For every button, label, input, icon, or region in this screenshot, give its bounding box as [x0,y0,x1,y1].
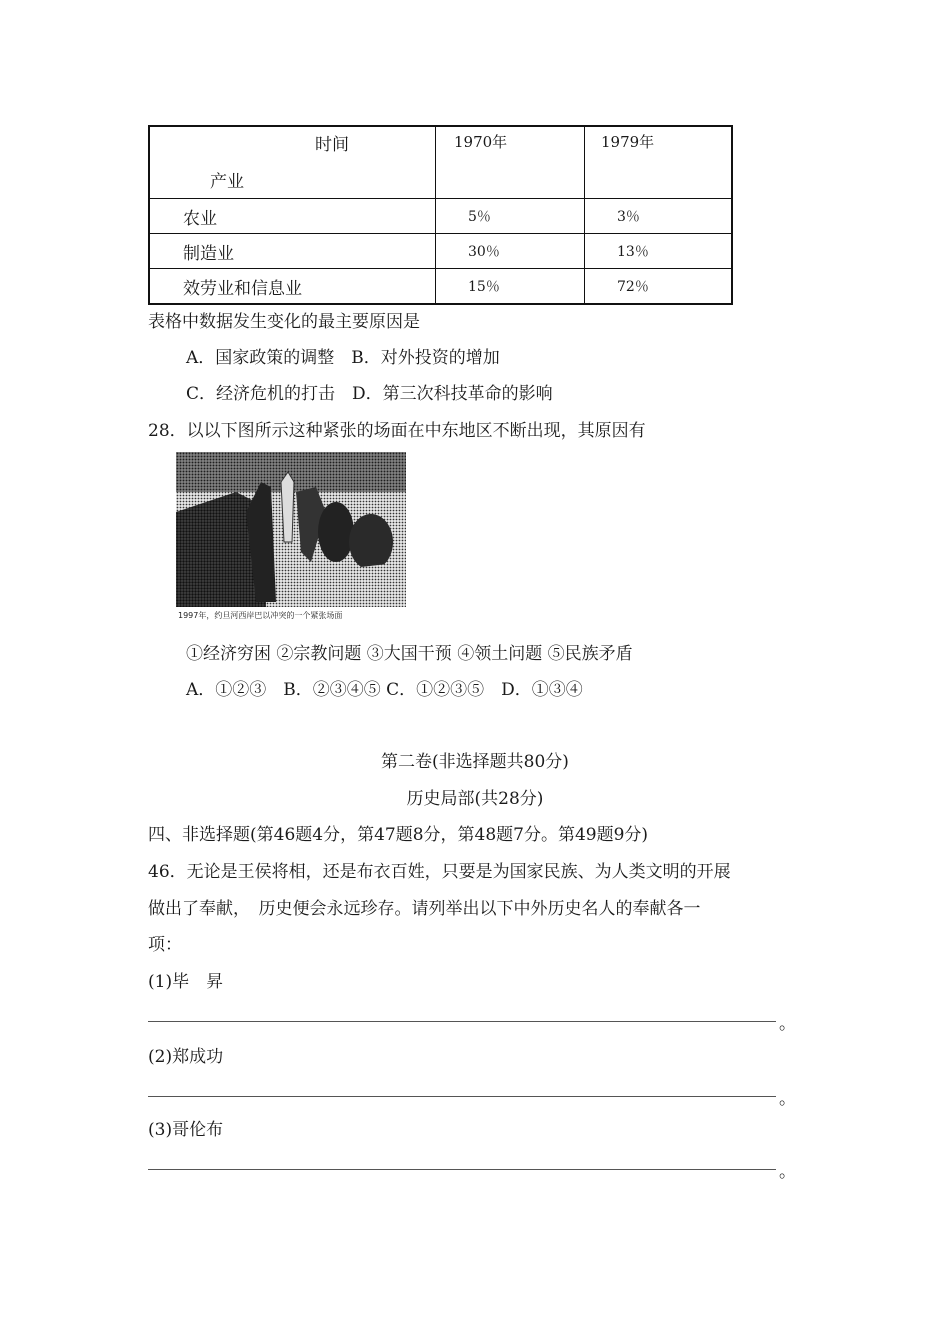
q27-options-ab: A．国家政策的调整 B．对外投资的增加 [186,348,500,368]
header-year-1970: 1970年 [436,126,585,199]
answer-line-2[interactable] [148,1096,776,1097]
table-row [149,199,732,234]
section-subtitle: 历史局部(共28分) [406,789,544,809]
section-title: 第二卷(非选择题共80分) [381,752,569,772]
answer-end-mark: 。 [779,1162,796,1182]
answer-line-3[interactable] [148,1169,776,1170]
table-header-corner [149,126,436,199]
cell-value: 13％ [585,234,733,269]
photo-caption: 1997年，约旦河西岸巴以冲突的一个紧张场面 [178,611,343,620]
answer-line-1[interactable] [148,1021,776,1022]
q46-sub3-label: (3)哥伦布 [148,1120,224,1140]
answer-end-mark: 。 [779,1089,796,1109]
cell-value: 3％ [585,199,733,234]
cell-value: 5％ [436,199,585,234]
cell-value: 72％ [585,269,733,305]
q28-options: A．①②③ B．②③④⑤ C．①②③⑤ D．①③④ [186,680,583,700]
q46-sub1-label: (1)毕 昇 [148,972,224,992]
photo-image [176,452,406,622]
conflict-photo [176,452,406,622]
section-instructions: 四、非选择题(第46题4分，第47题8分，第48题7分。第49题9分) [148,825,649,845]
q46-stem-line1: 46．无论是王侯将相，还是布衣百姓，只要是为国家民族、为人类文明的开展 [148,862,731,882]
q46-stem-line3: 项： [148,935,182,955]
q27-options-cd: C．经济危机的打击 D．第三次科技革命的影响 [186,384,553,404]
row-label: 效劳业和信息业 [149,269,436,305]
q28-items: ①经济穷困 ②宗教问题 ③大国干预 ④领土问题 ⑤民族矛盾 [186,644,633,664]
answer-end-mark: 。 [779,1014,796,1034]
header-year-1979: 1979年 [585,126,733,199]
q27-stem: 表格中数据发生变化的最主要原因是 [148,312,420,332]
header-industry: 产业 [210,172,244,192]
q28-stem: 28．以以下图所示这种紧张的场面在中东地区不断出现，其原因有 [148,421,646,441]
row-label: 农业 [149,199,436,234]
header-time: 时间 [315,135,349,155]
cell-value: 15％ [436,269,585,305]
table-row [149,234,732,269]
industry-table [148,125,733,305]
q46-sub2-label: (2)郑成功 [148,1047,224,1067]
q46-stem-line2: 做出了奉献， 历史便会永远珍存。请列举出以下中外历史名人的奉献各一 [148,899,701,919]
table-row [149,269,732,305]
row-label: 制造业 [149,234,436,269]
cell-value: 30％ [436,234,585,269]
